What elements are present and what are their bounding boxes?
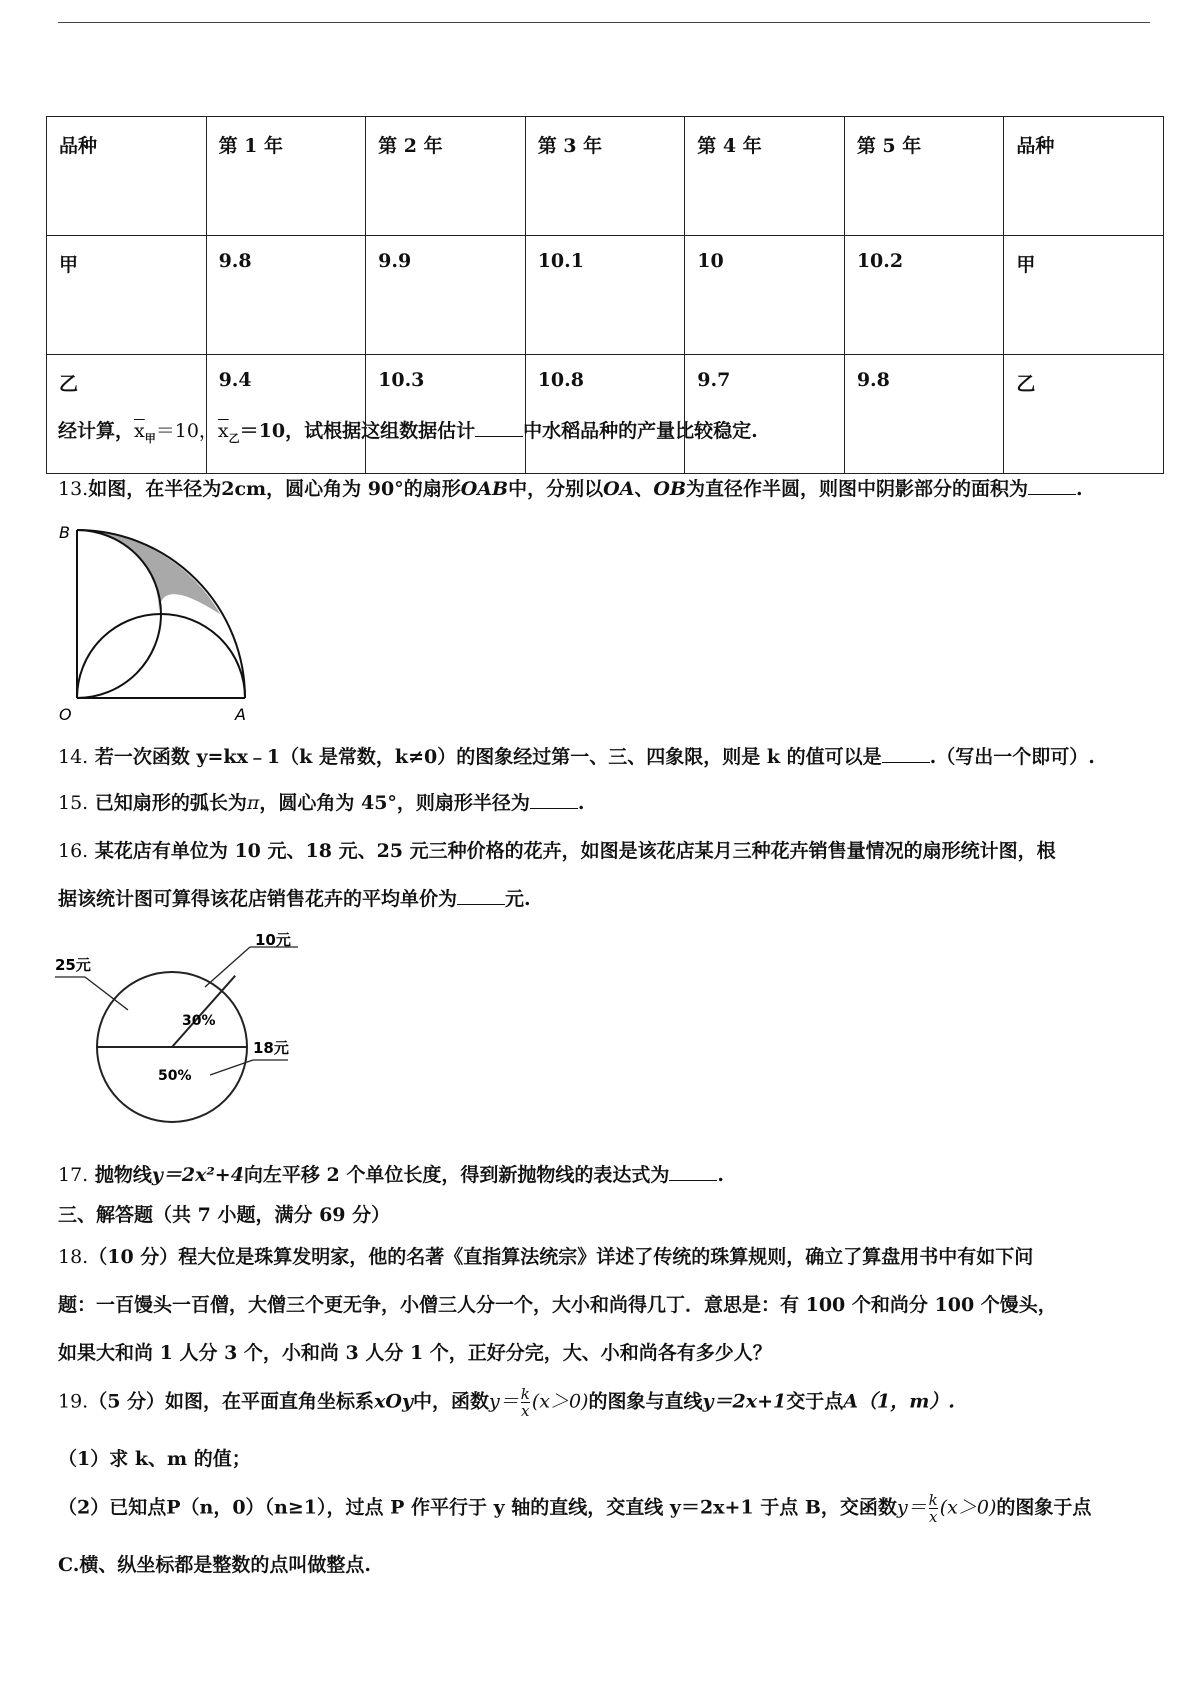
question-13: 13.如图，在半径为2cm，圆心角为 90°的扇形OAB中，分别以OA、OB为直径作半圆，则图中阴影部分的面积为 .: [58, 478, 1083, 500]
leader-line: [205, 947, 250, 987]
table-header-cell: 第 2 年: [366, 117, 526, 236]
section-heading: 三、解答题（共 7 小题，满分 69 分）: [58, 1204, 391, 1226]
pie-chart: [50, 925, 320, 1135]
table-cell: 9.8: [844, 355, 1004, 474]
table-cell: 甲: [47, 236, 207, 355]
question-16-line1: 16. 某花店有单位为 10 元、18 元、25 元三种价格的花卉，如图是该花店某月三种花卉销售量情况的扇形统计图，根: [58, 840, 1056, 862]
question-19-part2-line2: C.横、纵坐标都是整数的点叫做整点.: [58, 1554, 372, 1576]
question-18-line2: 题：一百馒头一百僧，大僧三个更无争，小僧三人分一个，大小和尚得几丁．意思是：有 100 个和尚分 100 个馒头，: [58, 1294, 1057, 1316]
answer-blank[interactable]: [882, 744, 930, 763]
table-header-cell: 第 3 年: [525, 117, 685, 236]
question-18-line1: 18.（10 分）程大位是珠算发明家，他的名著《直指算法统宗》详述了传统的珠算规则，确立了算盘用书中有如下问: [58, 1246, 1034, 1268]
legend-label-18: 18元: [253, 1039, 289, 1057]
table-cell: 甲: [1004, 236, 1164, 355]
slice-value-label: 30%: [182, 1013, 216, 1029]
table-cell: 9.4: [206, 355, 366, 474]
table-row: [47, 236, 1164, 355]
label-o: O: [59, 705, 72, 724]
table-header-cell: 第 5 年: [844, 117, 1004, 236]
table-cell: 乙: [1004, 355, 1164, 474]
table-cell: 10: [685, 236, 845, 355]
table-cell: 9.8: [206, 236, 366, 355]
sector-figure: [55, 520, 255, 725]
table-header-cell: 第 1 年: [206, 117, 366, 236]
answer-blank[interactable]: [530, 790, 578, 809]
table-header-cell: 品种: [47, 117, 207, 236]
slice-value-label: 50%: [158, 1068, 192, 1084]
table-cell: 10.1: [525, 236, 685, 355]
table-cell: 乙: [47, 355, 207, 474]
q12-conclusion: 经计算，$\overline{x}_甲=10$，$\overline{x}_乙=10$，试根据这组数据估计 中水稻品种的产量比较稳定.: [58, 420, 758, 445]
table-cell: 9.7: [685, 355, 845, 474]
shaded-region: [77, 530, 221, 615]
question-16-line2: 据该统计图可算得该花店销售花卉的平均单价为 元.: [58, 888, 531, 910]
header-rule: [58, 22, 1150, 23]
question-14: 14. 若一次函数 y=kx﹣1（k 是常数，k≠0）的图象经过第一、三、四象限，则是 k 的值可以是 .（写出一个即可）.: [58, 746, 1095, 768]
table-header-cell: 品种: [1004, 117, 1164, 236]
question-18-line3: 如果大和尚 1 人分 3 个，小和尚 3 人分 1 个，正好分完，大、小和尚各有多少人？: [58, 1342, 772, 1364]
table-row: [47, 355, 1164, 474]
table-cell: 10.2: [844, 236, 1004, 355]
question-15: 15. 已知扇形的弧长为π，圆心角为 45°，则扇形半径为 .: [58, 792, 585, 814]
label-b: B: [59, 523, 70, 542]
question-19-part2: （2）已知点P（n，0）（n≥1），过点 P 作平行于 y 轴的直线，交直线 y＝2x+1 于点 B，交函数y＝ $\frac{k}{x}$ (x＞0)的图象于点: [58, 1491, 1092, 1526]
table-cell: 10.3: [366, 355, 526, 474]
fraction-k-over-x: $\frac{k}{x}$: [928, 1491, 938, 1526]
table-header-cell: 第 4 年: [685, 117, 845, 236]
question-17: 17. 抛物线y＝2x²+4向左平移 2 个单位长度，得到新抛物线的表达式为 .: [58, 1164, 724, 1186]
answer-blank[interactable]: [475, 418, 523, 437]
table-header-row: [47, 117, 1164, 236]
answer-blank[interactable]: [1028, 476, 1076, 495]
table-cell: 10.8: [525, 355, 685, 474]
answer-blank[interactable]: [669, 1162, 717, 1181]
question-19-part1: （1）求 k、m 的值；: [58, 1448, 251, 1470]
fraction-k-over-x: $\frac{k}{x}$: [520, 1385, 530, 1420]
question-19: 19.（5 分）如图，在平面直角坐标系xOy中，函数y＝ $\frac{k}{x}$ (x＞0)的图象与直线y＝2x+1交于点A（1，m）.: [58, 1385, 955, 1420]
legend-label-25: 25元: [55, 956, 91, 974]
answer-blank[interactable]: [457, 886, 505, 905]
label-a: A: [235, 705, 246, 724]
table-cell: 9.9: [366, 236, 526, 355]
legend-label-10: 10元: [255, 931, 291, 949]
